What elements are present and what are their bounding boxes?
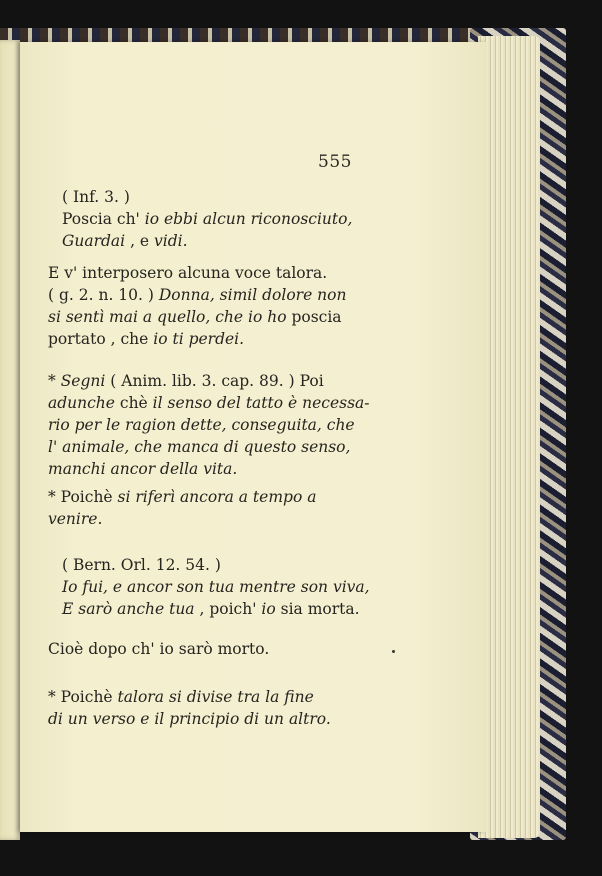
paragraph-bern xyxy=(62,554,370,620)
text-run: * Poichè xyxy=(48,688,118,706)
text-run: ( g. 2. n. 10. ) xyxy=(48,286,159,304)
text-run: , e xyxy=(125,232,155,250)
text-line xyxy=(48,708,346,730)
text-run: E v' interposero alcuna voce talora. xyxy=(48,264,328,282)
text-run: manchi ancor della vita. xyxy=(48,460,238,478)
text-run: poscia xyxy=(286,308,342,326)
text-run: , poich' xyxy=(194,600,262,618)
text-run: vidi. xyxy=(154,232,188,250)
text-line xyxy=(48,686,346,708)
left-page-edge xyxy=(0,40,20,840)
text-line xyxy=(48,638,346,660)
text-run: * Poichè xyxy=(48,488,118,506)
text-line xyxy=(48,436,351,458)
text-line xyxy=(48,508,346,530)
text-run: portato , che xyxy=(48,330,154,348)
ink-speck xyxy=(392,650,395,653)
text-run: ( Anim. lib. 3. cap. 89. ) Poi xyxy=(105,372,324,390)
text-line xyxy=(48,392,370,414)
text-run: adunche xyxy=(48,394,115,412)
text-run: si sentì mai a quello, che io ho xyxy=(48,308,287,326)
text-line xyxy=(48,458,346,480)
paragraph-cioe xyxy=(48,638,346,660)
text-line xyxy=(62,554,346,576)
paragraph-divise xyxy=(48,686,346,730)
paragraph-riferi xyxy=(48,486,346,530)
text-run: Io fui, e ancor son tua mentre son viva, xyxy=(62,578,370,596)
text-run: sia morta. xyxy=(275,600,360,618)
text-line xyxy=(48,486,346,508)
text-run: si riferì ancora a tempo a xyxy=(117,488,317,506)
text-run: il senso del tatto è necessa- xyxy=(152,394,370,412)
text-line xyxy=(48,370,346,392)
text-run: Donna, simil dolore non xyxy=(158,286,347,304)
text-run: l' animale, che manca di questo senso, xyxy=(48,438,351,456)
text-line xyxy=(62,186,332,208)
text-run: * xyxy=(48,372,61,390)
text-line xyxy=(48,284,346,306)
text-run: talora si divise tra la fine xyxy=(117,688,314,706)
text-run: Poscia ch' xyxy=(62,210,145,228)
text-run: rio per le ragion dette, conseguita, che xyxy=(48,416,355,434)
text-run: Cioè dopo ch' io sarò morto. xyxy=(48,640,270,658)
text-run: io xyxy=(261,600,276,618)
text-line xyxy=(62,576,370,598)
text-run: venire. xyxy=(48,510,103,528)
text-run: io ebbi alcun riconosciuto, xyxy=(144,210,353,228)
page-number: 555 xyxy=(318,152,352,172)
text-line xyxy=(62,208,353,230)
text-run: di un verso e il principio di un altro. xyxy=(48,710,331,728)
text-run: Segni xyxy=(60,372,106,390)
text-run: ( Inf. 3. ) xyxy=(62,188,130,206)
text-run: Guardai xyxy=(62,232,126,250)
text-line xyxy=(48,262,346,284)
text-line xyxy=(62,230,332,252)
text-line xyxy=(48,328,346,350)
text-line xyxy=(48,306,346,328)
paragraph-inf3 xyxy=(62,186,353,252)
text-line xyxy=(62,598,360,620)
text-run: io ti perdei. xyxy=(153,330,245,348)
text-run: chè xyxy=(114,394,153,412)
text-line xyxy=(48,414,355,436)
page-edges xyxy=(478,36,540,838)
text-run: ( Bern. Orl. 12. 54. ) xyxy=(62,556,221,574)
paragraph-segni xyxy=(48,370,370,480)
text-run: E sarò anche tua xyxy=(62,600,195,618)
paragraph-interposero xyxy=(48,262,346,350)
